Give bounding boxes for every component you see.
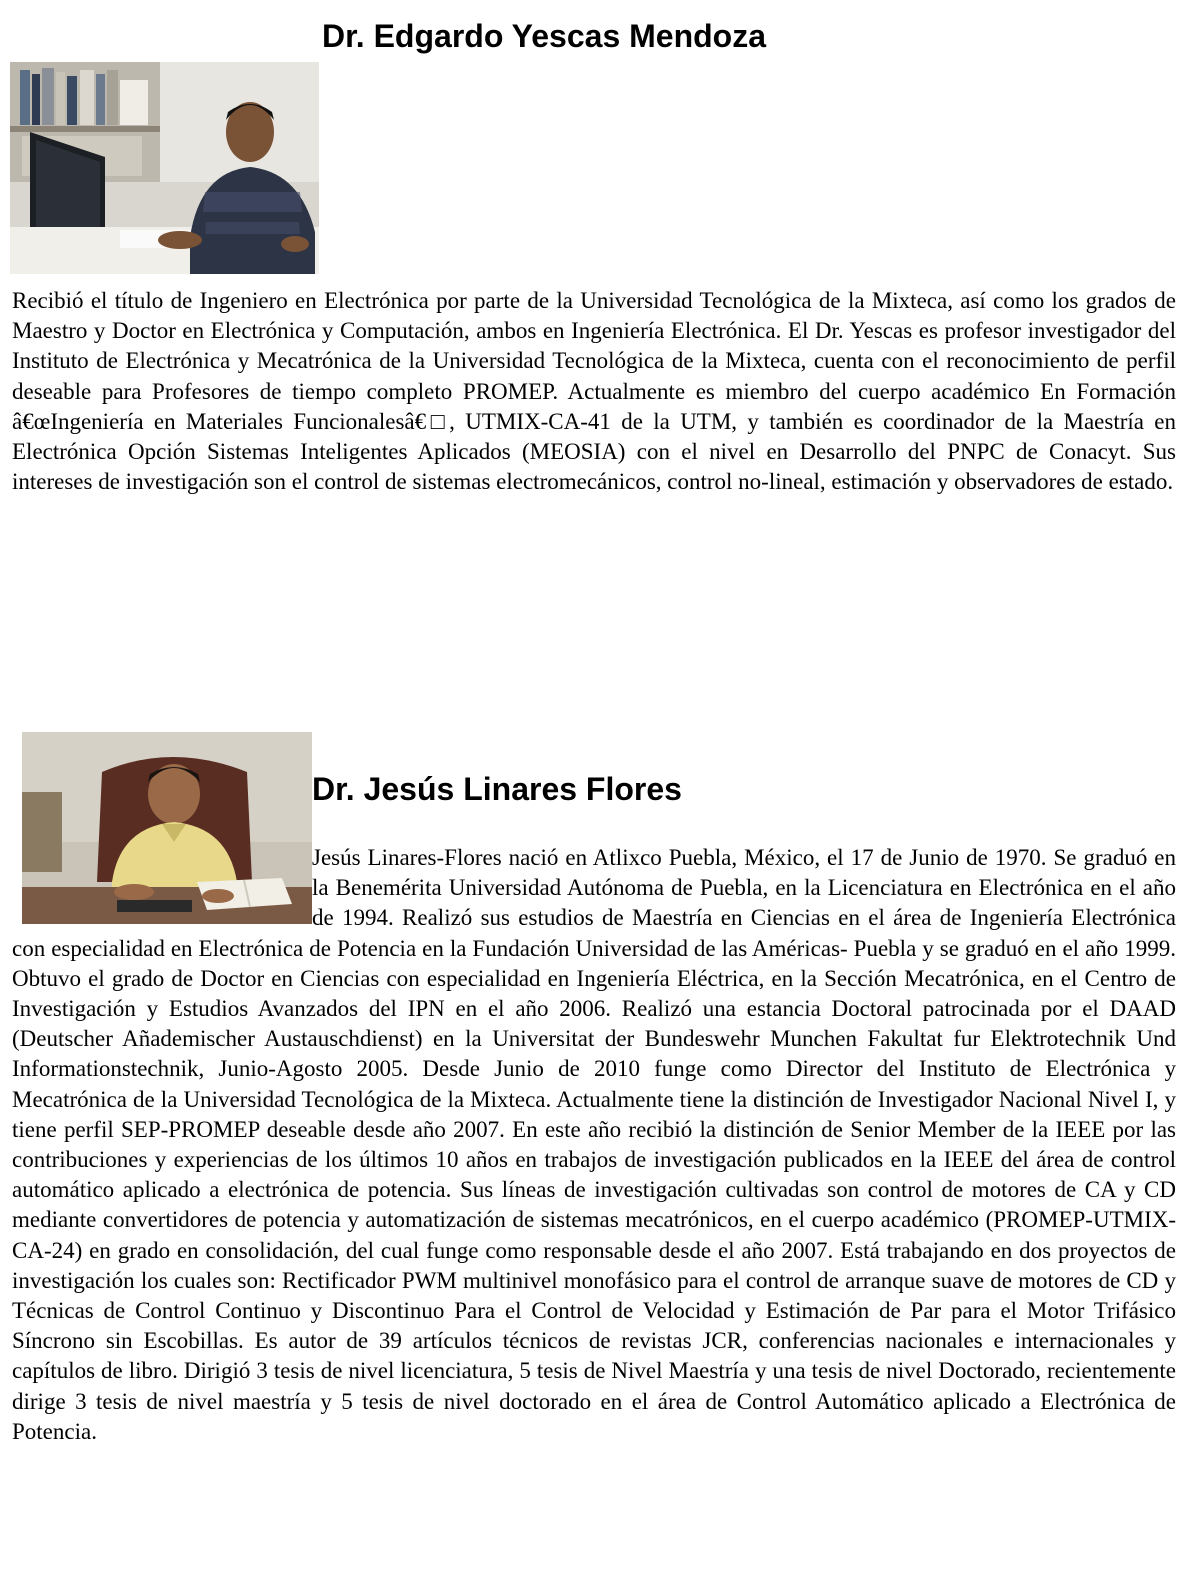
photo-wrap-spacer: [12, 843, 312, 933]
profile-bio: Recibió el título de Ingeniero en Electrónica por parte de la Universidad Tecnológica de la Mixteca, así como los grados de Maestro y Doctor en Electrónica y Computación, ambos en Ingeniería Electrónica. El Dr. Yescas es profesor investigador del Instituto de Electrónica y Mecatrónica de la Universidad Tecnológica de la Mixteca, cuenta con el reconocimiento de perfil deseable para Profesores de tiempo completo PROMEP. Actualmente es miembro del cuerpo académico En Formación â€œIngeniería en Materiales Funcionalesâ€□, UTMIX-CA-41 de la UTM, y también es coordinador de la Maestría en Electrónica Opción Sistemas Inteligentes Aplicados (MEOSIA) con el nivel en Desarrollo del PNPC de Conacyt. Sus intereses de investigación son el control de sistemas electromecánicos, control no-lineal, estimación y observadores de estado.: [12, 288, 1176, 495]
profile-name-heading: Dr. Jesús Linares Flores: [312, 771, 682, 807]
profile-photo: [10, 62, 319, 274]
profile-bio: Jesús Linares-Flores nació en Atlixco Puebla, México, el 17 de Junio de 1970. Se graduó en la Benemérita Universidad Autónoma de Puebla, en la Licenciatura en Electrónica en el año de 1994. Realizó sus estudios de Maestría en Ciencias en el área de Ingeniería Electrónica con especialidad en Electrónica de Potencia en la Fundación Universidad de las Américas- Puebla y se graduó en el año 1999. Obtuvo el grado de Doctor en Ciencias con especialidad en Ingeniería Eléctrica, en la Sección Mecatrónica, en el Centro de Investigación y Estudios Avanzados del IPN en el año 2006. Realizó una estancia Doctoral patrocinada por el DAAD (Deutscher Añademischer Austauschdienst) en la Universitat der Bundeswehr Munchen Fakultat fur Elektrotechnik Und Informationstechnik, Junio-Agosto 2005. Desde Junio de 2010 funge como Director del Instituto de Electrónica y Mecatrónica de la Universidad Tecnológica de la Mixteca. Actualmente tiene la distinción de Investigador Nacional Nivel I, y tiene perfil SEP-PROMEP deseable desde año 2007. En este año recibió la distinción de Senior Member de la IEEE por las contribuciones y experiencias de los últimos 10 años en trabajos de investigación publicados en la IEEE del área de control automático aplicado a electrónica de potencia. Sus líneas de investigación cultivadas son control de motores de CA y CD mediante convertidores de potencia y automatización de sistemas mecatrónicos, en el cuerpo académico (PROMEP-UTMIX-CA-24) en grado en consolidación, del cual funge como responsable desde el año 2007. Está trabajando en dos proyectos de investigación los cuales son: Rectificador PWM multinivel monofásico para el control de arranque suave de motores de CD y Técnicas de Control Continuo y Discontinuo Para el Control de Velocidad y Estimación de Par para el Motor Trifásico Síncrono sin Escobillas. Es autor de 39 artículos técnicos de revistas JCR, conferencias nacionales e internacionales y capítulos de libro. Dirigió 3 tesis de nivel licenciatura, 5 tesis de Nivel Maestría y una tesis de nivel Doctorado, recientemente dirige 3 tesis de nivel maestría y 5 tesis de nivel doctorado en el área de Control Automático aplicado a Electrónica de Potencia.: [12, 845, 1176, 1444]
profile-name-heading: Dr. Edgardo Yescas Mendoza: [322, 18, 767, 54]
profile-bio-container: [12, 843, 1176, 1447]
